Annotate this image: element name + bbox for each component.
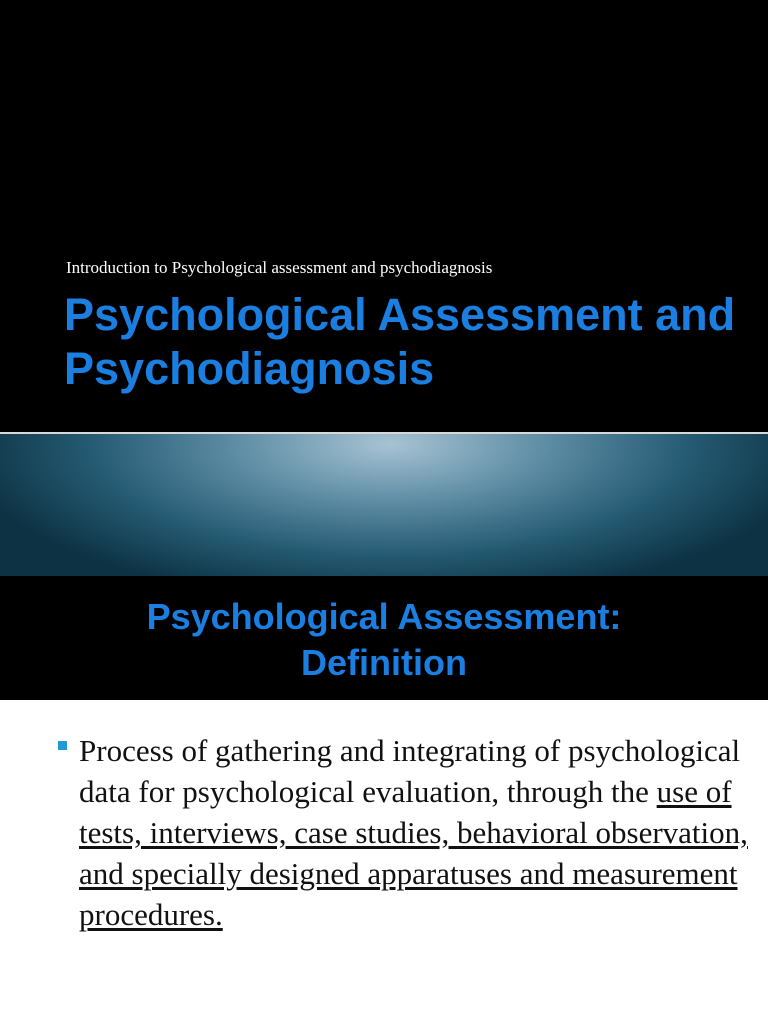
- title-slide: [0, 0, 768, 432]
- slide-title: Psychological Assessment and Psychodiagnosis: [64, 289, 736, 394]
- definition-slide: [0, 434, 768, 1024]
- definition-title: [0, 594, 768, 686]
- bullet-item: [79, 730, 749, 935]
- definition-title-line2: Definition: [301, 642, 467, 683]
- bullet-text-plain: Process of gathering and integrating of psychological data for psychological evaluation, through the: [79, 733, 741, 809]
- definition-title-line1: Psychological Assessment:: [146, 596, 622, 637]
- gradient-banner: [0, 434, 768, 576]
- square-bullet-icon: [58, 741, 67, 750]
- title-bar: [0, 576, 768, 700]
- slide-subtitle: Introduction to Psychological assessment and psychodiagnosis: [66, 258, 493, 277]
- bullet-text-underlined: use of tests, interviews, case studies, behavioral observation, and specially designed apparatuses and measurement procedures.: [79, 774, 748, 932]
